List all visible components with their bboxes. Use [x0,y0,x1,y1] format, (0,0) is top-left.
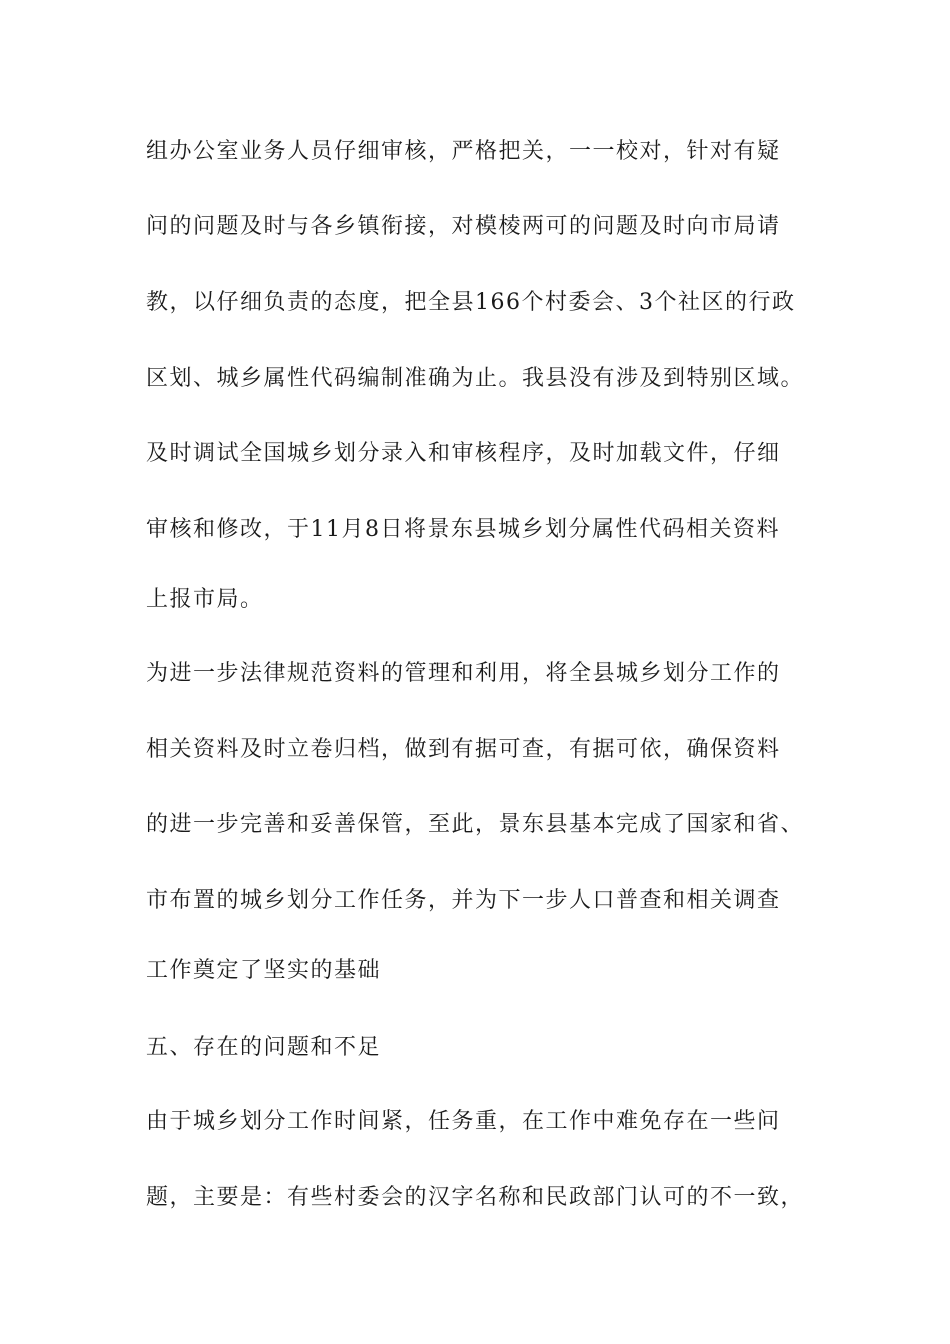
text-line: 市布置的城乡划分工作任务，并为下一步人口普查和相关调查 [146,888,781,913]
text-line: 组办公室业务人员仔细审核，严格把关，一一校对，针对有疑 [146,139,781,164]
text-line: 审核和修改，于11月8日将景东县城乡划分属性代码相关资料 [146,517,780,542]
text-line: 的进一步完善和妥善保管，至此，景东县基本完成了国家和省、 [146,812,805,837]
paragraph-start-line: 由于城乡划分工作时间紧，任务重，在工作中难免存在一些问 [146,1109,781,1134]
text-line: 工作奠定了坚实的基础 [146,958,382,983]
text-line: 上报市局。 [146,587,264,612]
text-line: 及时调试全国城乡划分录入和审核程序，及时加载文件，仔细 [146,441,781,466]
text-line: 区划、城乡属性代码编制准确为止。我县没有涉及到特别区域。 [146,366,805,391]
text-line: 教，以仔细负责的态度，把全县166个村委会、3个社区的行政 [146,290,796,315]
text-line: 问的问题及时与各乡镇衔接，对模棱两可的问题及时向市局请 [146,214,781,239]
text-line: 题，主要是：有些村委会的汉字名称和民政部门认可的不一致， [146,1185,805,1210]
text-line: 相关资料及时立卷归档，做到有据可查，有据可依，确保资料 [146,737,781,762]
section-heading: 五、存在的问题和不足 [146,1035,382,1060]
paragraph-start-line: 为进一步法律规范资料的管理和利用，将全县城乡划分工作的 [146,661,781,686]
